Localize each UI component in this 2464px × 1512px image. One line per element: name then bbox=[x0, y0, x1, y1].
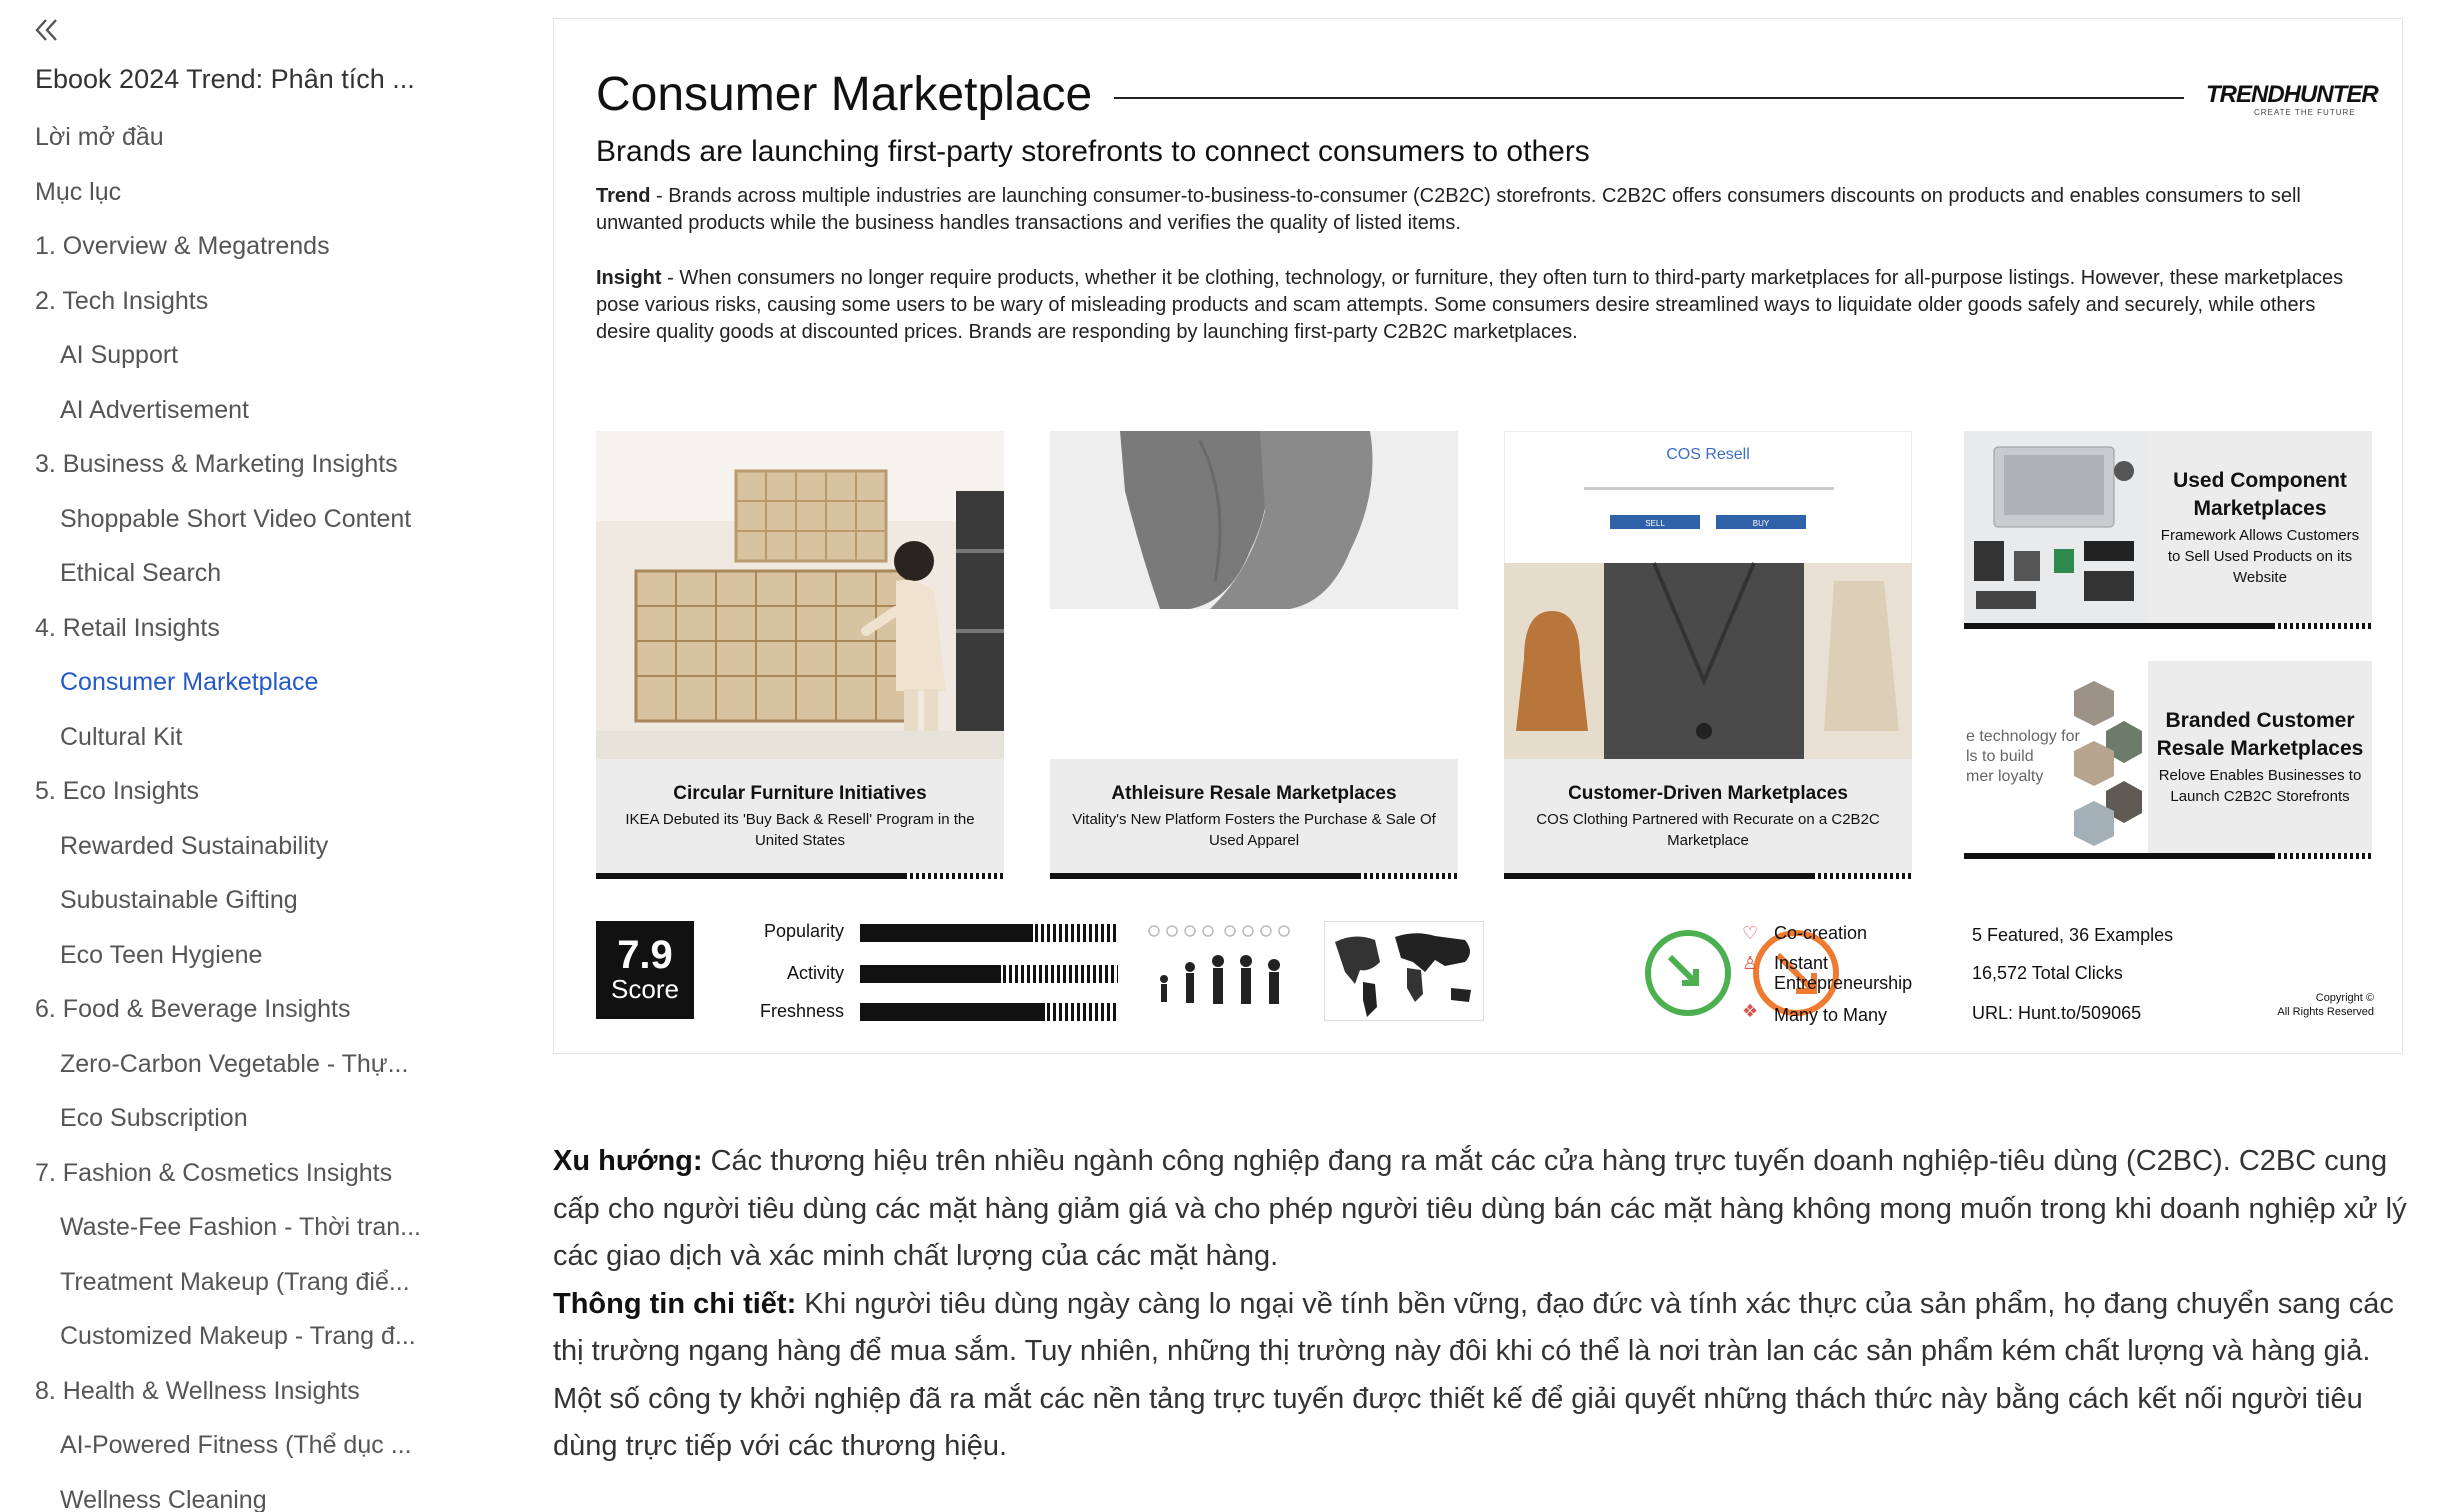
metric-bar-freshness bbox=[860, 1003, 1045, 1021]
world-map-icon bbox=[1324, 921, 1484, 1021]
cos-buy-button-label: BUY bbox=[1752, 519, 1770, 528]
toc-item[interactable]: 2. Tech Insights bbox=[35, 286, 209, 315]
slide-trend-text: - Brands across multiple industries are launching consumer-to-business-to-consumer (C2B2C) storefronts. C2B2C offers consumers discounts on products and enables consumers to sell unwanted products while the business handles transactions and verifies the quality of listed items. bbox=[596, 185, 2301, 234]
book-title[interactable]: Ebook 2024 Trend: Phân tích ... bbox=[35, 64, 415, 94]
feature-instant-entrepreneurship: Instant Entrepreneurship bbox=[1774, 953, 1913, 993]
sidebar bbox=[0, 0, 480, 1512]
toc-item[interactable]: 7. Fashion & Cosmetics Insights bbox=[35, 1158, 393, 1187]
demographics-icon bbox=[1144, 921, 1294, 1021]
card-title: Customer-Driven Marketplaces bbox=[1568, 783, 1848, 804]
co-creation-icon: ♡ bbox=[1742, 923, 1759, 943]
toc-item[interactable]: Cultural Kit bbox=[60, 722, 183, 751]
cos-sell-button-label: SELL bbox=[1645, 519, 1665, 528]
cos-resell-screenshot bbox=[1504, 431, 1912, 759]
trendhunter-logo: TRENDHUNTER bbox=[2206, 81, 2378, 108]
toc-item[interactable]: AI-Powered Fitness (Thể dục ... bbox=[60, 1431, 412, 1459]
toc-item[interactable]: Treatment Makeup (Trang điể... bbox=[60, 1267, 410, 1296]
collapse-sidebar-icon[interactable] bbox=[30, 14, 62, 46]
trend-url: URL: Hunt.to/509065 bbox=[1972, 1003, 2142, 1023]
athleisure-photo bbox=[1050, 431, 1458, 759]
toc-item[interactable]: Wellness Cleaning bbox=[60, 1485, 267, 1512]
relove-text-line: e technology for bbox=[1966, 728, 2080, 745]
trend-direction-green-icon bbox=[1642, 927, 1734, 1024]
example-card-athleisure[interactable] bbox=[1050, 431, 1458, 879]
toc-item[interactable]: 3. Business & Marketing Insights bbox=[35, 450, 398, 478]
slide-trend-paragraph bbox=[596, 183, 2346, 237]
slide-title: Consumer Marketplace bbox=[596, 68, 1093, 121]
relove-screenshot bbox=[1964, 661, 2148, 853]
card-caption bbox=[1514, 783, 1902, 851]
card-description: Framework Allows Customers to Sell Used Products on its Website bbox=[2160, 526, 2360, 586]
article-trend-paragraph bbox=[553, 1138, 2413, 1281]
card-title: Branded Customer Resale Marketplaces bbox=[2156, 709, 2364, 760]
table-of-contents bbox=[0, 110, 480, 1512]
card-description: Relove Enables Businesses to Launch C2B2C Storefronts bbox=[2158, 767, 2362, 805]
article-insight-text: Khi người tiêu dùng ngày càng lo ngại về tính bền vững, đạo đức và tính xác thực của sản phẩm, họ đang chuyển sang các thị trường ngang hàng để mua sắm. Tuy nhiên, những thị trường này đôi khi có thể là nơi tràn lan các sản phẩm kém chất lượng và hàng giả. Một số công ty khởi nghiệp đã ra mắt các nền tảng trực tuyến được thiết kế để giải quyết những thách thức này bằng cách kết nối người tiêu dùng trực tiếp với các thương hiệu. bbox=[553, 1287, 2394, 1462]
card-title: Athleisure Resale Marketplaces bbox=[1111, 783, 1397, 804]
toc-item[interactable]: 5. Eco Insights bbox=[35, 777, 199, 805]
slide-trend-label: Trend bbox=[596, 185, 651, 207]
copyright-notice: Copyright © All Rights Reserved bbox=[2277, 992, 2374, 1018]
article-body bbox=[553, 1138, 2413, 1471]
slide-insight-label: Insight bbox=[596, 267, 662, 289]
toc-item[interactable]: Ethical Search bbox=[60, 559, 222, 587]
score-badge bbox=[596, 921, 694, 1019]
card-caption bbox=[606, 783, 994, 851]
metric-label-popularity: Popularity bbox=[763, 921, 844, 941]
card-title: Circular Furniture Initiatives bbox=[673, 783, 927, 804]
toc-item[interactable]: Eco Teen Hygiene bbox=[60, 940, 263, 969]
toc-item[interactable]: Rewarded Sustainability bbox=[60, 831, 329, 860]
card-divider-dots bbox=[2272, 623, 2372, 629]
toc-item[interactable]: AI Advertisement bbox=[60, 395, 249, 424]
card-description: COS Clothing Partnered with Recurate on a C2B2C Marketplace bbox=[1536, 811, 1880, 849]
metric-label-freshness: Freshness bbox=[759, 1001, 844, 1021]
toc-item[interactable]: Zero-Carbon Vegetable - Thự... bbox=[60, 1049, 409, 1078]
card-divider-dots bbox=[1358, 873, 1458, 879]
metric-ticks-freshness bbox=[1047, 1003, 1118, 1021]
trend-slide-image bbox=[553, 18, 2403, 1054]
example-card-cos-resell[interactable] bbox=[1504, 431, 1912, 879]
toc-item[interactable]: Customized Makeup - Trang đ... bbox=[60, 1322, 416, 1350]
toc-item[interactable]: Mục lục bbox=[35, 177, 122, 206]
feature-many-to-many: Many to Many bbox=[1774, 1005, 1888, 1025]
card-divider-dots bbox=[1812, 873, 1912, 879]
toc-item[interactable]: Waste-Fee Fashion - Thời tran... bbox=[60, 1213, 421, 1241]
small-card-text bbox=[2154, 661, 2366, 853]
example-card-branded-resale[interactable] bbox=[1964, 661, 2372, 859]
card-description: IKEA Debuted its 'Buy Back & Resell' Program in the United States bbox=[625, 811, 975, 849]
svg-text:mer loyalty: mer loyalty bbox=[1966, 768, 2044, 785]
slide-insight-paragraph bbox=[596, 265, 2346, 346]
score-value: 7.9 bbox=[617, 933, 673, 977]
example-card-furniture[interactable] bbox=[596, 431, 1004, 879]
toc-item[interactable]: AI Support bbox=[60, 341, 179, 369]
score-label: Score bbox=[611, 974, 679, 1004]
toc-item[interactable]: 8. Health & Wellness Insights bbox=[35, 1376, 360, 1405]
card-title: Used Component Marketplaces bbox=[2173, 468, 2347, 520]
main-content bbox=[553, 18, 2403, 1054]
furniture-photo bbox=[596, 431, 1004, 759]
toc-item[interactable]: 1. Overview & Megatrends bbox=[35, 232, 330, 260]
card-divider-dots bbox=[2272, 853, 2372, 859]
toc-item[interactable]: Shoppable Short Video Content bbox=[60, 504, 412, 533]
toc-item[interactable]: 4. Retail Insights bbox=[35, 613, 220, 642]
metric-bar-activity bbox=[860, 965, 1001, 983]
featured-examples-count: 5 Featured, 36 Examples bbox=[1972, 925, 2174, 945]
article-insight-label: Thông tin chi tiết: bbox=[553, 1287, 797, 1320]
slide-subtitle: Brands are launching first-party storefronts to connect consumers to others bbox=[596, 135, 1590, 168]
title-rule bbox=[1114, 97, 2184, 99]
toc-item[interactable]: Subustainable Gifting bbox=[60, 886, 298, 914]
instant-entrepreneurship-icon: ♙ bbox=[1742, 953, 1759, 973]
laptop-components-photo bbox=[1964, 431, 2148, 623]
metric-bar-popularity bbox=[860, 924, 1033, 942]
metric-ticks-popularity bbox=[1035, 924, 1118, 942]
total-clicks: 16,572 Total Clicks bbox=[1972, 963, 2123, 983]
many-to-many-icon: ❖ bbox=[1742, 1001, 1759, 1021]
feature-co-creation: Co-creation bbox=[1774, 923, 1868, 943]
card-caption bbox=[1060, 783, 1448, 851]
article-trend-label: Xu hướng: bbox=[553, 1145, 703, 1177]
article-insight-paragraph bbox=[553, 1281, 2413, 1471]
trendhunter-logo-tagline: CREATE THE FUTURE bbox=[2254, 108, 2356, 117]
small-card-text bbox=[2154, 431, 2366, 623]
card-divider-dots bbox=[904, 873, 1004, 879]
cos-resell-label: COS Resell bbox=[1666, 446, 1750, 463]
toc-item[interactable]: Lời mở đầu bbox=[35, 123, 164, 151]
svg-text:ls to build: ls to build bbox=[1966, 748, 2034, 765]
article-trend-text: Các thương hiệu trên nhiều ngành công nghiệp đang ra mắt các cửa hàng trực tuyến doanh nghiệp-tiêu dùng (C2BC). C2BC cung cấp cho người tiêu dùng các mặt hàng giảm giá và cho phép người tiêu dùng bán các mặt hàng không mong muốn trong khi doanh nghiệp xử lý các giao dịch và xác minh chất lượng của các mặt hàng. bbox=[553, 1145, 2407, 1272]
toc-item[interactable]: Eco Subscription bbox=[60, 1104, 248, 1132]
card-description: Vitality's New Platform Fosters the Purchase & Sale Of Used Apparel bbox=[1072, 811, 1436, 849]
metric-label-activity: Activity bbox=[786, 963, 844, 983]
toc-item[interactable]: Consumer Marketplace bbox=[60, 668, 319, 696]
toc-item[interactable]: 6. Food & Beverage Insights bbox=[35, 995, 351, 1023]
slide-insight-text: - When consumers no longer require products, whether it be clothing, technology, or furniture, they often turn to third-party marketplaces for all-purpose listings. However, these marketplaces pose various risks, causing some users to be wary of misleading products and scam attempts. Some consumers desire streamlined ways to liquidate older goods safely and securely, while others desire quality goods at discounted prices. Brands are responding by launching first-party C2B2C marketplaces. bbox=[596, 267, 2344, 343]
example-card-used-components[interactable] bbox=[1964, 431, 2372, 629]
metric-ticks-activity bbox=[1003, 965, 1118, 983]
